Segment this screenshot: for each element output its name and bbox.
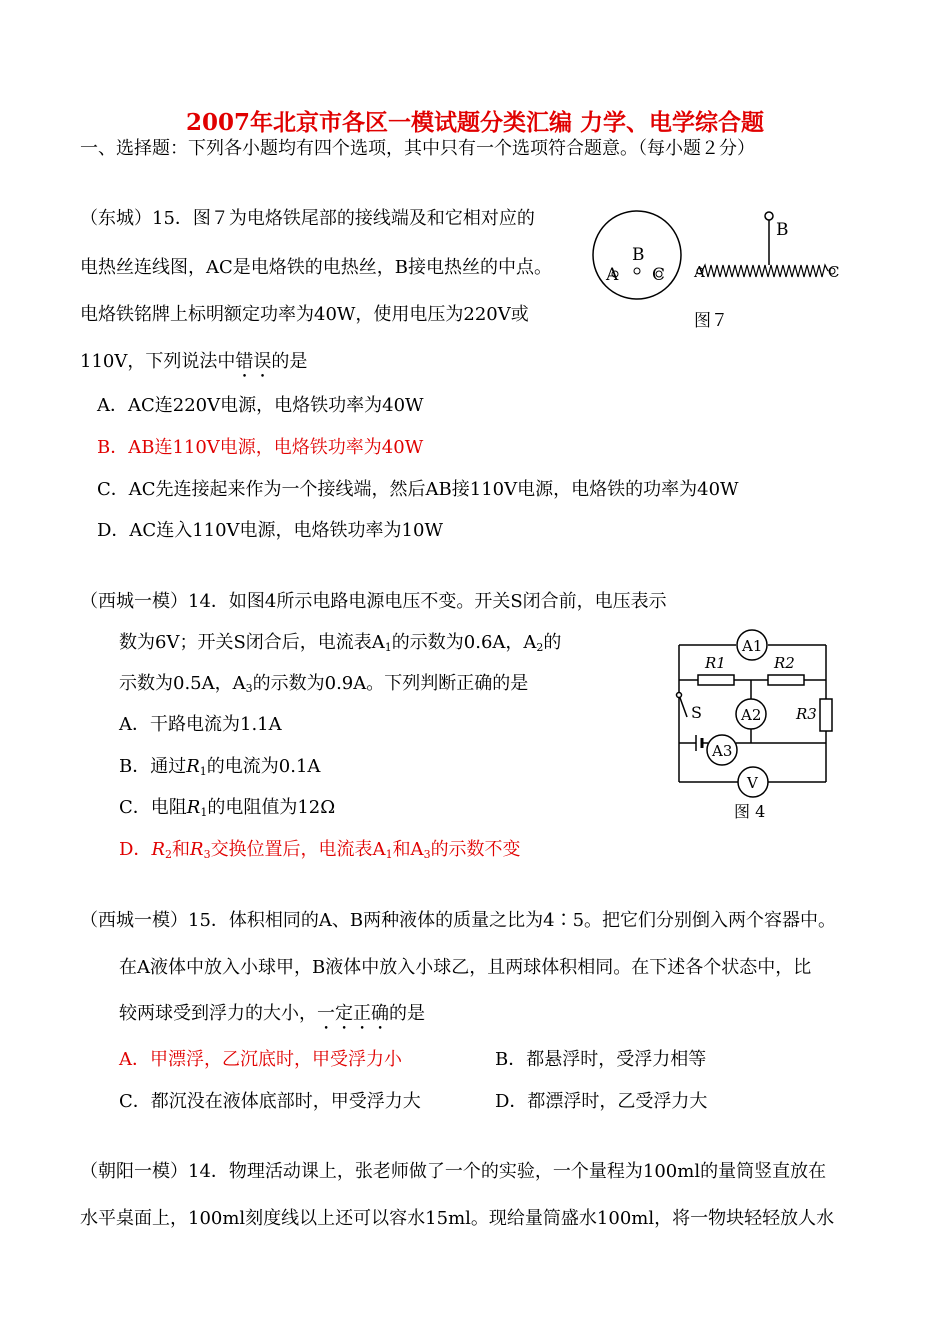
q2-line2-sub1: 1 (384, 641, 392, 654)
q3-line3 (119, 1002, 425, 1034)
q1-line1: （东城）15．图７为电烙铁尾部的接线端及和它相对应的 (80, 208, 535, 229)
wire-label-b: B (776, 220, 789, 240)
q2-optd-c: 和A (392, 839, 424, 860)
q4-line1: （朝阳一模）14．物理活动课上，张老师做了一个的实验，一个量程为100ml的量筒竖直放在 (80, 1161, 827, 1182)
label-a2: A2 (741, 706, 762, 724)
q3-option-c: C．都沉没在液体底部时，甲受浮力大 (119, 1091, 421, 1112)
q2-line2 (119, 631, 561, 660)
label-s: S (691, 703, 702, 722)
q2-optc-r: R (186, 797, 201, 818)
q2-optc-b: 的电阻值为12Ω (207, 797, 336, 818)
q2-optc-a: C．电阻 (119, 797, 187, 818)
figure-7-caption: 图７ (694, 311, 728, 331)
switch-s-blade (679, 695, 687, 717)
figure-4-caption: 图 4 (734, 802, 766, 821)
plug-pin-b (634, 268, 640, 274)
q2-optd-sub4: 3 (423, 848, 431, 861)
q2-optd-b: 交换位置后，电流表A (210, 839, 386, 860)
q1-option-b: B．AB连110V电源，电烙铁功率为40W (97, 437, 424, 458)
q2-line2-sub2: 2 (536, 641, 544, 654)
q2-optd-r1: R (151, 839, 165, 860)
q3-line3-pre: 较两球受到浮力的大小， (119, 1003, 317, 1024)
q2-line3 (119, 672, 528, 701)
q2-line2-b: 的示数为0.6A，A (391, 632, 537, 653)
figure-4-circuit (670, 625, 840, 825)
q2-optd-m: 和 (172, 839, 190, 860)
wire-label-a: A (694, 263, 705, 281)
q2-optd-sub3: 1 (385, 848, 393, 861)
q3-line2: 在A液体中放入小球甲，B液体中放入小球乙，且两球体积相同。在下述各个状态中，比 (119, 957, 812, 978)
q2-optb-a: B．通过 (119, 756, 187, 777)
q1-emphasis-wrong: 错误 (235, 351, 272, 372)
q2-optb-b: 的电流为0.1A (206, 756, 321, 777)
q2-option-d (119, 838, 521, 867)
q2-optb-sub: 1 (199, 765, 207, 778)
q2-optd-sub1: 2 (165, 848, 172, 861)
q2-optd-a: D． (119, 839, 152, 860)
switch-s-pivot (677, 693, 682, 698)
plug-label-a: A (606, 265, 619, 285)
q3-option-a: A．甲漂浮，乙沉底时，甲受浮力小 (119, 1049, 402, 1070)
q1-line2: 电热丝连线图，AC是电烙铁的电热丝，B接电热丝的中点。 (80, 257, 552, 278)
resistor-r2 (768, 675, 804, 685)
label-r3: R3 (796, 705, 817, 723)
resistor-r3 (820, 699, 832, 731)
section-heading: 一、选择题：下列各小题均有四个选项，其中只有一个选项符合题意。（每小题２分） (80, 138, 755, 159)
q1-line4-post: 的是 (271, 351, 308, 372)
label-a3: A3 (712, 742, 733, 760)
q2-option-a: A．干路电流为1.1A (119, 714, 282, 735)
page-title: 2007年北京市各区一模试题分类汇编 力学、电学综合题 (185, 109, 765, 136)
q1-option-d: D．AC连入110V电源，电烙铁功率为10W (97, 520, 443, 541)
q2-optd-d: 的示数不变 (430, 839, 521, 860)
q2-line3-a: 示数为0.5A，A (119, 673, 246, 694)
q2-option-c (119, 796, 335, 825)
wire-label-c: C (828, 263, 840, 281)
plug-label-b: B (632, 245, 645, 265)
q3-emphasis-certainly-correct: 一定正确 (317, 1003, 389, 1024)
q2-optc-sub: 1 (200, 806, 208, 819)
q1-option-a: A．AC连220V电源，电烙铁功率为40W (97, 395, 424, 416)
plug-label-c: C (652, 265, 666, 285)
q1-line3: 电烙铁铭牌上标明额定功率为40W，使用电压为220V或 (80, 304, 529, 325)
q3-line1: （西城一模）15．体积相同的A、B两种液体的质量之比为4∶5。把它们分别倒入两个容器中。 (80, 910, 837, 931)
q3-line3-post: 的是 (389, 1003, 425, 1024)
label-a1: A1 (742, 637, 763, 655)
q1-option-c: C．AC先连接起来作为一个接线端，然后AB接110V电源，电烙铁的功率为40W (97, 479, 739, 500)
figure-7 (590, 205, 860, 345)
label-r1: R1 (705, 654, 726, 672)
q2-line2-a: 数为6V；开关S闭合后，电流表A (119, 632, 385, 653)
q3-option-d: D．都漂浮时，乙受浮力大 (495, 1091, 708, 1112)
q2-option-b (119, 755, 320, 784)
q2-line3-b: 的示数为0.9A。下列判断正确的是 (252, 673, 529, 694)
q2-optd-r2: R (190, 839, 204, 860)
label-v: V (747, 774, 758, 792)
q3-option-b: B．都悬浮时，受浮力相等 (495, 1049, 707, 1070)
q1-line4-pre: 110V，下列说法中 (80, 351, 236, 372)
q2-line2-c: 的 (543, 632, 562, 653)
wire-terminal-b (765, 212, 773, 220)
q4-line2: 水平桌面上，100ml刻度线以上还可以容水15ml。现给量筒盛水100ml，将一物块轻轻放人水 (80, 1208, 835, 1229)
q2-optd-sub2: 3 (203, 848, 211, 861)
q2-optb-r: R (186, 756, 200, 777)
q2-line3-sub: 3 (245, 682, 253, 695)
resistor-r1 (698, 675, 734, 685)
q2-line1: （西城一模）14．如图4所示电路电源电压不变。开关S闭合前，电压表示 (80, 591, 667, 612)
q1-line4 (80, 350, 307, 382)
heating-coil (702, 265, 828, 277)
label-r2: R2 (774, 654, 795, 672)
